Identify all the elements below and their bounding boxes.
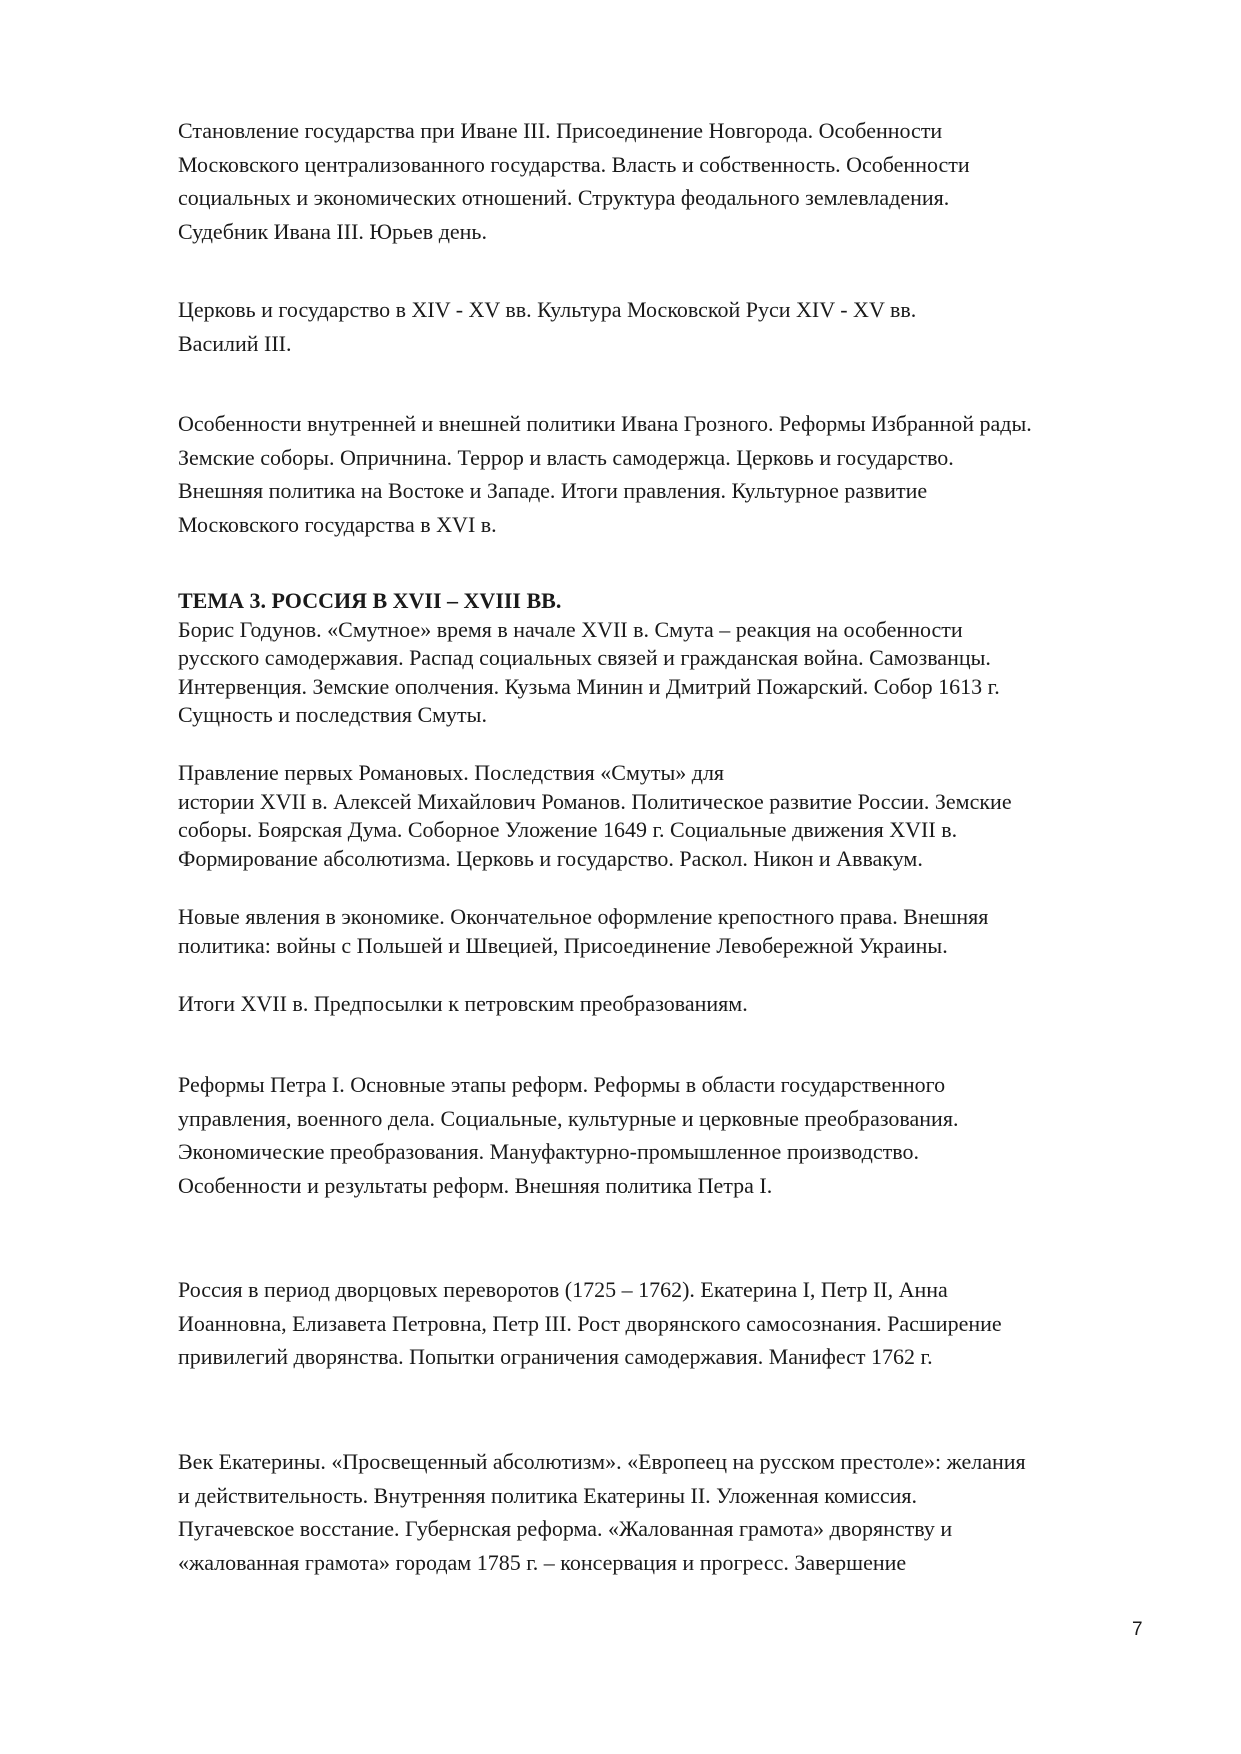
text-line: Судебник Ивана III. Юрьев день. bbox=[178, 218, 487, 244]
text-line: Иоанновна, Елизавета Петровна, Петр III. Рост дворянского самосознания. Расширение bbox=[178, 1310, 1002, 1336]
text-line: Правление первых Романовых. Последствия «Смуты» для bbox=[178, 760, 725, 785]
text-line: Формирование абсолютизма. Церковь и государство. Раскол. Никон и Аввакум. bbox=[178, 845, 923, 871]
text-line: русского самодержавия. Распад социальных связей и гражданская война. Самозванцы. bbox=[178, 645, 991, 671]
paragraph-ivan-grozny bbox=[178, 407, 1178, 541]
paragraph-peter-reforms bbox=[178, 1068, 1178, 1202]
paragraph-catherine bbox=[178, 1445, 1178, 1579]
paragraph-ivan-iii bbox=[178, 114, 1178, 248]
text-line: Внешняя политика на Востоке и Западе. Итоги правления. Культурное развитие bbox=[178, 478, 928, 503]
text-line: «жалованная грамота» городам 1785 г. – консервация и прогресс. Завершение bbox=[178, 1549, 907, 1575]
text-line: Интервенция. Земские ополчения. Кузьма Минин и Дмитрий Пожарский. Собор 1613 г. bbox=[178, 673, 1000, 699]
section-heading: ТЕМА 3. РОССИЯ В XVII – XVIII ВВ. bbox=[178, 588, 562, 613]
paragraph-palace-coups bbox=[178, 1273, 1178, 1374]
text-line: Век Екатерины. «Просвещенный абсолютизм». «Европеец на русском престоле»: желания bbox=[178, 1449, 1026, 1474]
text-line: Новые явления в экономике. Окончательное оформление крепостного права. Внешняя bbox=[178, 904, 989, 929]
text-line: Московского государства в XVI в. bbox=[178, 511, 497, 537]
text-line: Пугачевское восстание. Губернская реформа. «Жалованная грамота» дворянству и bbox=[178, 1516, 953, 1541]
text-line: и действительность. Внутренняя политика Екатерины II. Уложенная комиссия. bbox=[178, 1482, 918, 1508]
text-line: Особенности внутренней и внешней политики Ивана Грозного. Реформы Избранной рады. bbox=[178, 411, 1032, 436]
text-line: Россия в период дворцовых переворотов (1725 – 1762). Екатерина I, Петр II, Анна bbox=[178, 1277, 948, 1302]
text-line: социальных и экономических отношений. Структура феодального землевладения. bbox=[178, 185, 950, 210]
text-line: Становление государства при Иване III. Присоединение Новгорода. Особенности bbox=[178, 118, 943, 143]
paragraph-first-romanovs bbox=[178, 759, 1178, 873]
text-line: соборы. Боярская Дума. Соборное Уложение 1649 г. Социальные движения XVII в. bbox=[178, 817, 958, 843]
text-line: Реформы Петра I. Основные этапы реформ. Реформы в области государственного bbox=[178, 1072, 946, 1097]
text-line: привилегий дворянства. Попытки ограничения самодержавия. Манифест 1762 г. bbox=[178, 1344, 933, 1369]
text-line: Московского централизованного государства. Власть и собственность. Особенности bbox=[178, 151, 970, 177]
page-number: 7 bbox=[1132, 1619, 1143, 1640]
text-line: управления, военного дела. Социальные, культурные и церковные преобразования. bbox=[178, 1105, 959, 1131]
paragraph-church-and-state bbox=[178, 293, 1178, 360]
text-line: Итоги XVII в. Предпосылки к петровским преобразованиям. bbox=[178, 991, 748, 1016]
text-line: Земские соборы. Опричнина. Террор и власть самодержца. Церковь и государство. bbox=[178, 444, 954, 470]
paragraph-economy bbox=[178, 903, 1178, 960]
text-line: Василий III. bbox=[178, 330, 292, 356]
paragraph-topic-3 bbox=[178, 587, 1178, 730]
text-line: Борис Годунов. «Смутное» время в начале XVII в. Смута – реакция на особенности bbox=[178, 616, 963, 642]
text-line: Церковь и государство в XIV - XV вв. Культура Московской Руси XIV - XV вв. bbox=[178, 297, 917, 322]
text-line: Экономические преобразования. Мануфактурно-промышленное производство. bbox=[178, 1139, 919, 1164]
text-line: Сущность и последствия Смуты. bbox=[178, 702, 487, 728]
text-line: Особенности и результаты реформ. Внешняя политика Петра I. bbox=[178, 1172, 773, 1198]
paragraph-xvii-results bbox=[178, 990, 1178, 1019]
text-line: политика: войны с Польшей и Швецией, Присоединение Левобережной Украины. bbox=[178, 932, 948, 958]
text-line: истории XVII в. Алексей Михайлович Романов. Политическое развитие России. Земские bbox=[178, 788, 1012, 814]
